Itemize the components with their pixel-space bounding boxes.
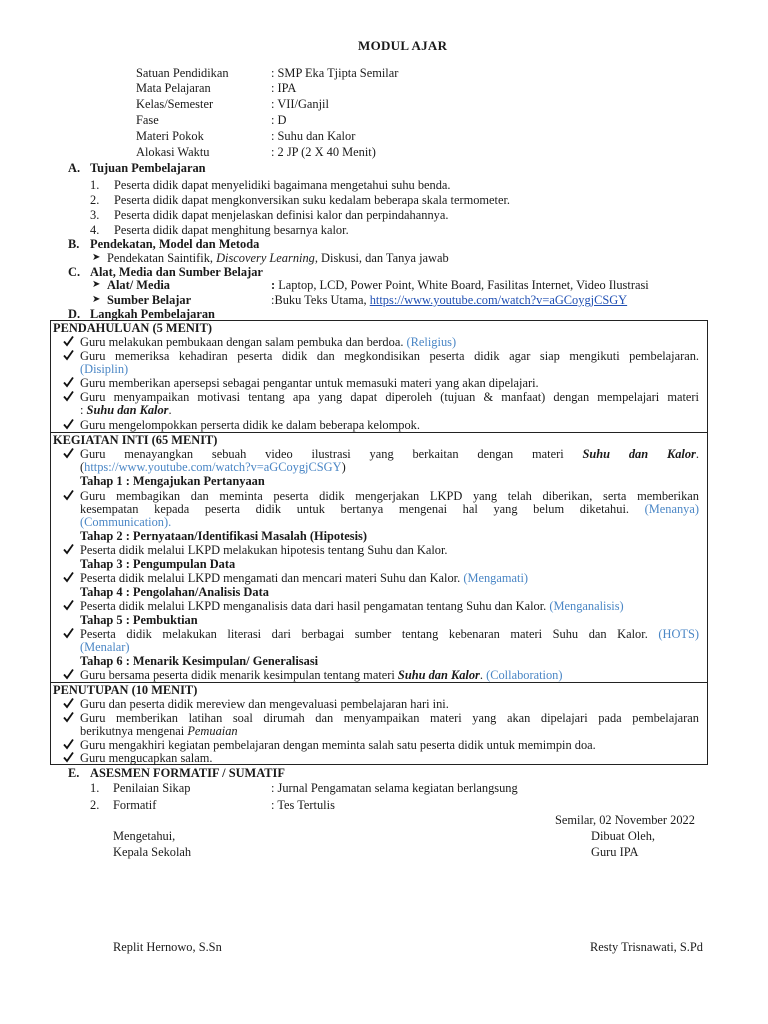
info-value: : VII/Ganjil — [271, 97, 329, 111]
list-number: 2. — [90, 193, 100, 207]
list-item: Guru membagikan dan meminta peserta didik mengerjakan LKPD yang telah diberikan, serta memberikan — [80, 489, 699, 503]
info-label: Mata Pelajaran — [136, 81, 211, 95]
value-tag: (Communication). — [80, 515, 172, 529]
youtube-link[interactable]: https://www.youtube.com/watch?v=aGCoygjCSGY — [369, 293, 628, 307]
arrowhead-bullet-icon: ➤ — [92, 294, 101, 305]
list-number: 2. — [90, 798, 100, 812]
check-icon — [63, 543, 74, 555]
check-icon — [63, 738, 74, 750]
list-number: 3. — [90, 208, 100, 222]
list-item: Guru menayangkan sebuah video ilustrasi yang berkaitan dengan materi Suhu dan Kalor. — [80, 447, 699, 461]
info-value: : Suhu dan Kalor — [271, 129, 356, 143]
list-item: Guru memeriksa kehadiran peserta didik dan megkondisikan peserta didik agar siap mengikuti pembelajaran. — [80, 349, 699, 363]
list-item: Peserta didik melalui LKPD mengamati dan mencari materi Suhu dan Kalor. (Mengamati) — [80, 571, 529, 585]
signature-right-line1: Dibuat Oleh, — [591, 829, 656, 843]
check-icon — [63, 349, 74, 361]
principal-name: Replit Hernowo, S.Sn — [113, 940, 222, 954]
check-icon — [63, 447, 74, 459]
section-letter: D. — [68, 307, 81, 321]
place-date: Semilar, 02 November 2022 — [555, 813, 695, 827]
stage-heading: Tahap 5 : Pembuktian — [80, 613, 198, 627]
list-item: Peserta didik dapat menghitung besarnya kalor. — [114, 223, 349, 237]
pendahuluan-heading: PENDAHULUAN (5 MENIT) — [53, 321, 213, 335]
check-icon — [63, 335, 74, 347]
list-item: Peserta didik dapat mengkonversikan suku kedalam beberapa skala termometer. — [114, 193, 511, 207]
stage-heading: Tahap 3 : Pengumpulan Data — [80, 557, 236, 571]
list-item: Peserta didik dapat menyelidiki bagaimana mengetahui suhu benda. — [114, 178, 451, 192]
check-icon — [63, 376, 74, 388]
signature-left-line1: Mengetahui, — [113, 829, 176, 843]
list-item-continuation: berikutnya mengenai Pemuaian — [80, 724, 238, 738]
list-item: Guru mengakhiri kegiatan pembelajaran dengan meminta salah satu peserta didik untuk memimpin doa. — [80, 738, 596, 752]
check-icon — [63, 418, 74, 430]
teacher-name: Resty Trisnawati, S.Pd — [590, 940, 703, 954]
penutupan-heading: PENUTUPAN (10 MENIT) — [53, 683, 198, 697]
assessment-label: Formatif — [113, 798, 157, 812]
arrowhead-bullet-icon: ➤ — [92, 279, 101, 290]
list-item-continuation: : Suhu dan Kalor. — [80, 403, 172, 417]
sumber-value: :Buku Teks Utama, https://www.youtube.com/watch?v=aGCoygjCSGY — [271, 293, 628, 307]
list-item: Peserta didik melalui LKPD menganalisis data dari hasil pengamatan tentang Suhu dan Kalor. (Menganalisis) — [80, 599, 624, 613]
check-icon — [63, 489, 74, 501]
section-letter: E. — [68, 766, 80, 780]
check-icon — [63, 627, 74, 639]
list-item: Peserta didik melakukan literasi dari berbagai sumber tentang kebenaran materi Suhu dan Kalor. (HOTS) — [80, 627, 699, 641]
info-value: : SMP Eka Tjipta Semilar — [271, 66, 399, 80]
stage-heading: Tahap 2 : Pernyataan/Identifikasi Masalah (Hipotesis) — [80, 529, 367, 543]
list-item: Guru melakukan pembukaan dengan salam pembuka dan berdoa. (Religius) — [80, 335, 457, 349]
list-item: Guru mengelompokkan perserta didik ke dalam beberapa kelompok. — [80, 418, 420, 432]
section-heading: ASESMEN FORMATIF / SUMATIF — [90, 766, 285, 780]
section-heading: Tujuan Pembelajaran — [90, 161, 206, 175]
info-label: Alokasi Waktu — [136, 145, 210, 159]
check-icon — [63, 697, 74, 709]
list-number: 1. — [90, 178, 100, 192]
stage-heading: Tahap 1 : Mengajukan Pertanyaan — [80, 474, 265, 488]
value-tag: (Menalar) — [80, 640, 130, 654]
assessment-value: : Tes Tertulis — [271, 798, 335, 812]
arrowhead-bullet-icon: ➤ — [92, 252, 101, 263]
section-heading: Pendekatan, Model dan Metoda — [90, 237, 260, 251]
list-number: 4. — [90, 223, 100, 237]
assessment-label: Penilaian Sikap — [113, 781, 191, 795]
check-icon — [63, 599, 74, 611]
list-item: Guru memberikan apersepsi sebagai pengantar untuk memasuki materi yang akan dipelajari. — [80, 376, 539, 390]
alat-label: Alat/ Media — [107, 278, 170, 292]
info-value: : IPA — [271, 81, 297, 95]
check-icon — [63, 711, 74, 723]
section-letter: C. — [68, 265, 81, 279]
signature-right-line2: Guru IPA — [591, 845, 639, 859]
section-letter: A. — [68, 161, 81, 175]
stage-heading: Tahap 4 : Pengolahan/Analisis Data — [80, 585, 269, 599]
section-heading: Langkah Pembelajaran — [90, 307, 215, 321]
list-item: Guru menyampaikan motivasi tentang apa yang dapat diperoleh (tujuan & manfaat) dengan mempelajari materi — [80, 390, 699, 404]
section-letter: B. — [68, 237, 80, 251]
section-heading: Alat, Media dan Sumber Belajar — [90, 265, 263, 279]
check-icon — [63, 668, 74, 680]
assessment-value: : Jurnal Pengamatan selama kegiatan berlangsung — [271, 781, 518, 795]
list-item: Guru mengucapkan salam. — [80, 751, 213, 765]
list-item: Guru bersama peserta didik menarik kesimpulan tentang materi Suhu dan Kalor. (Collaboration) — [80, 668, 563, 682]
value-tag: (Disiplin) — [80, 362, 129, 376]
info-label: Satuan Pendidikan — [136, 66, 229, 80]
list-item-continuation: kesempatan kepada peserta didik untuk bertanya mengenai hal yang belum diketahui. (Menanya) — [80, 502, 699, 516]
stage-heading: Tahap 6 : Menarik Kesimpulan/ Generalisasi — [80, 654, 319, 668]
signature-left-line2: Kepala Sekolah — [113, 845, 192, 859]
inti-heading: KEGIATAN INTI (65 MENIT) — [53, 433, 218, 447]
check-icon — [63, 751, 74, 763]
list-item: Guru memberikan latihan soal dirumah dan menyampaikan materi yang akan dipelajari pada pembelajaran — [80, 711, 699, 725]
list-number: 1. — [90, 781, 100, 795]
sumber-label: Sumber Belajar — [107, 293, 192, 307]
alat-value: : Laptop, LCD, Power Point, White Board, Fasilitas Internet, Video Ilustrasi — [271, 278, 649, 292]
info-value: : D — [271, 113, 287, 127]
list-item: Guru dan peserta didik mereview dan mengevaluasi pembelajaran hari ini. — [80, 697, 449, 711]
video-link[interactable]: https://www.youtube.com/watch?v=aGCoygjCSGY — [84, 460, 342, 474]
document-title: MODUL AJAR — [358, 38, 448, 53]
list-item-continuation: (https://www.youtube.com/watch?v=aGCoygjCSGY) — [80, 460, 346, 474]
info-value: : 2 JP (2 X 40 Menit) — [271, 145, 376, 159]
info-label: Kelas/Semester — [136, 97, 214, 111]
list-item: Peserta didik melalui LKPD melakukan hipotesis tentang Suhu dan Kalor. — [80, 543, 448, 557]
info-label: Fase — [136, 113, 159, 127]
list-item: Peserta didik dapat menjelaskan definisi kalor dan perpindahannya. — [114, 208, 449, 222]
check-icon — [63, 390, 74, 402]
check-icon — [63, 571, 74, 583]
list-item: Pendekatan Saintifik, Discovery Learning, Diskusi, dan Tanya jawab — [107, 251, 449, 265]
info-label: Materi Pokok — [136, 129, 204, 143]
